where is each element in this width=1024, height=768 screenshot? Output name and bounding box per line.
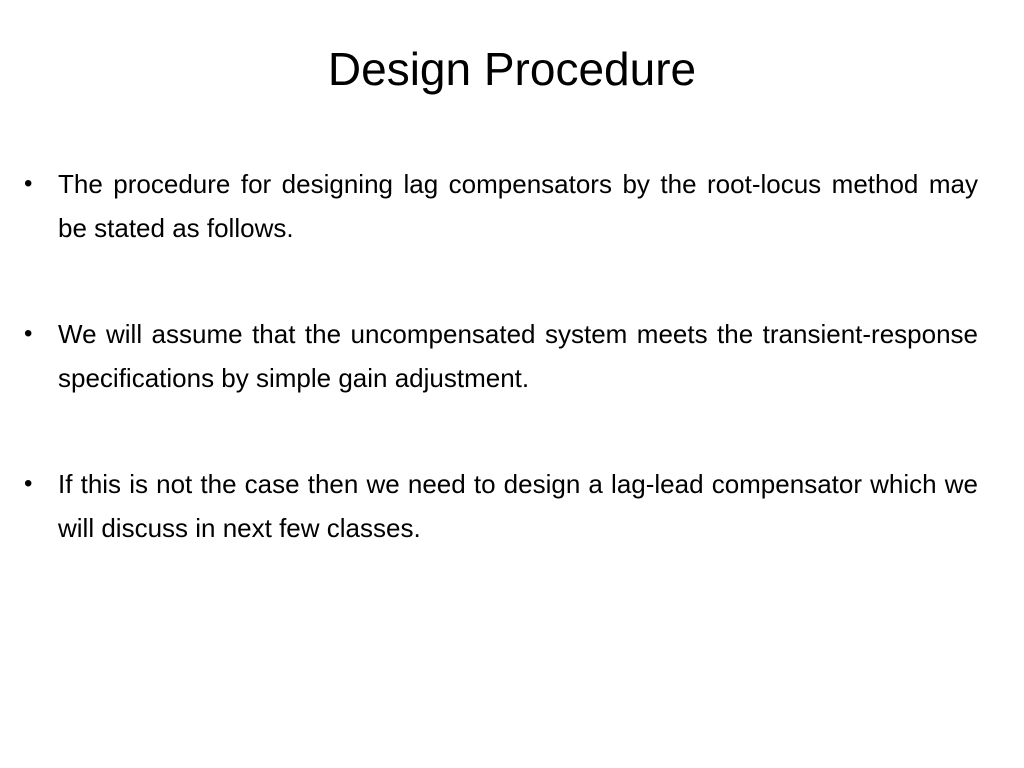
bullet-text: We will assume that the uncompensated system meets the transient-response specifications by simple gain adjustment. [58, 319, 978, 393]
bullet-item [24, 162, 978, 250]
bullet-icon: • [24, 320, 33, 347]
bullet-item [24, 462, 978, 550]
bullet-list [24, 162, 978, 612]
bullet-item [24, 312, 978, 400]
bullet-text: If this is not the case then we need to design a lag-lead compensator which we will discuss in next few classes. [58, 469, 978, 543]
bullet-icon: • [24, 470, 33, 497]
slide-title: Design Procedure [327, 43, 697, 95]
bullet-text: The procedure for designing lag compensators by the root-locus method may be stated as follows. [58, 169, 978, 243]
bullet-icon: • [24, 170, 33, 197]
